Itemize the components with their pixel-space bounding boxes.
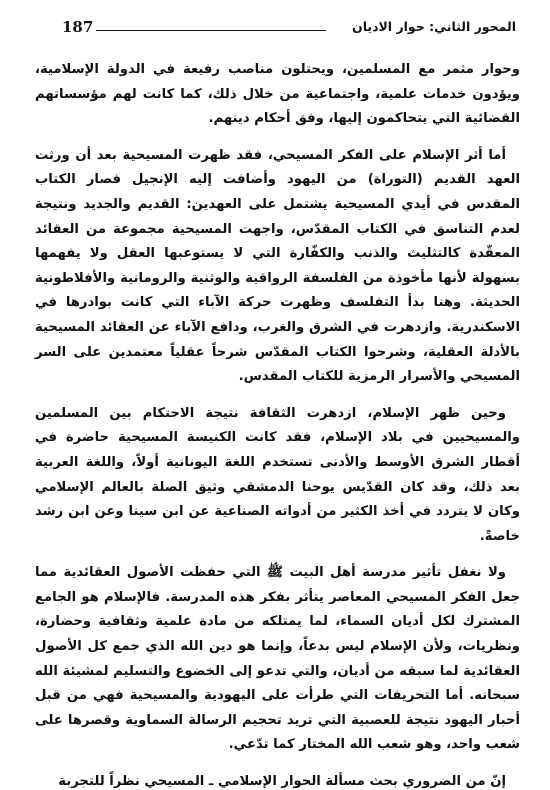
paragraph-islamic-culture: وحين ظهر الإسلام، ازدهرت الثقافة نتيجة الاحتكام بين المسلمين والمسيحيين في بلاد الإسلام، فقد كانت الكنيسة المسيحية حاضرة في أقطار الشرق الأوسط والأدنى تستخدم اللغة اليونانية أولاً، واللغة العربية بعد ذلك، وقد كان القدّيس يوحنا الدمشقي وثيق الصلة بالعالم الإسلامي وكان لا يتردد في أخذ الكثير من أدواته الصناعية عن ابن سينا وعن ابن رشد خاصةً. (35, 405, 520, 544)
body-text (35, 58, 520, 790)
paragraph-continuation: وحوار مثمر مع المسلمين، ويحتلون مناصب رفيعة في الدولة الإسلامية، ويؤدون خدمات علمية، واجتماعية من خلال ذلك، كما كانت لهم مؤسساتهم القضائية التي يتحاكمون إليها، وفق أحكام دينهم. (35, 62, 520, 127)
running-header (62, 16, 516, 40)
paragraph-dialogue: إنّ من الضروري بحث مسألة الحوار الإسلامي ـ المسيحي نظراً للتجربة (58, 774, 506, 790)
paragraph-christian-thought: أما أثر الإسلام على الفكر المسيحي، فقد ظهرت المسيحية بعد أن ورثت العهد القديم (التوراة) من اليهود وأضافت إليه الإنجيل فصار الكتاب المقدس في أيدي المسيحية يشتمل على العهدين: القديم والجديد ونتيجة لعدم التناسق في الكتاب المقدّس، واجهت المسيحية مجموعة من العقائد المعقّدة كالتثليث والذنب والكفّارة التي لا يستوعبها العقل ولا يفهمها بسهولة لأنها مأخوذة من الفلسفة الرواقية والوثنية والرومانية والأفلاطونية الحديثة. وهنا بدأ التفلسف وظهرت حركة الآباء التي كانت بوادرها في الاسكندرية. وازدهرت في الشرق والغرب، ودافع الآباء عن العقائد المسيحية بالأدلة العقلية، وشرحوا الكتاب المقدّس شرحاً عقلياً معتمدين على السر المسيحي والأسرار الرمزية للكتاب المقدس. (35, 147, 520, 385)
page-number: 187 (62, 18, 94, 36)
running-title: المحور الثاني: حوار الاديان (352, 19, 516, 34)
paragraph-ahl-al-bayt: ولا نغفل تأثير مدرسة أهل البيت ﷺ التي حفظت الأصول العقائدية مما جعل الفكر المسيحي المعاصر يتأثر بفكر هذه المدرسة. فالإسلام هو الجامع المشترك لكل أديان السماء، لما يمتلكه من مادة علمية وثقافية وحضارة، ونظريات، ولأن الإسلام ليس بدعاً، وإنما هو دين الله الذي جمع كل الأصول العقائدية لما سبقه من أديان، والتي تدعو إلى الخضوع والتسليم لمشيئة الله سبحانه. أما التحريفات التي طرأت على اليهودية والمسيحية فهي من قبل أحبار اليهود نتيجة للعصبية التي تريد تحجيم الرسالة السماوية وقصرها على شعب واحد، وهو شعب الله المختار كما تدّعي. (35, 565, 520, 753)
header-rule (96, 30, 326, 31)
